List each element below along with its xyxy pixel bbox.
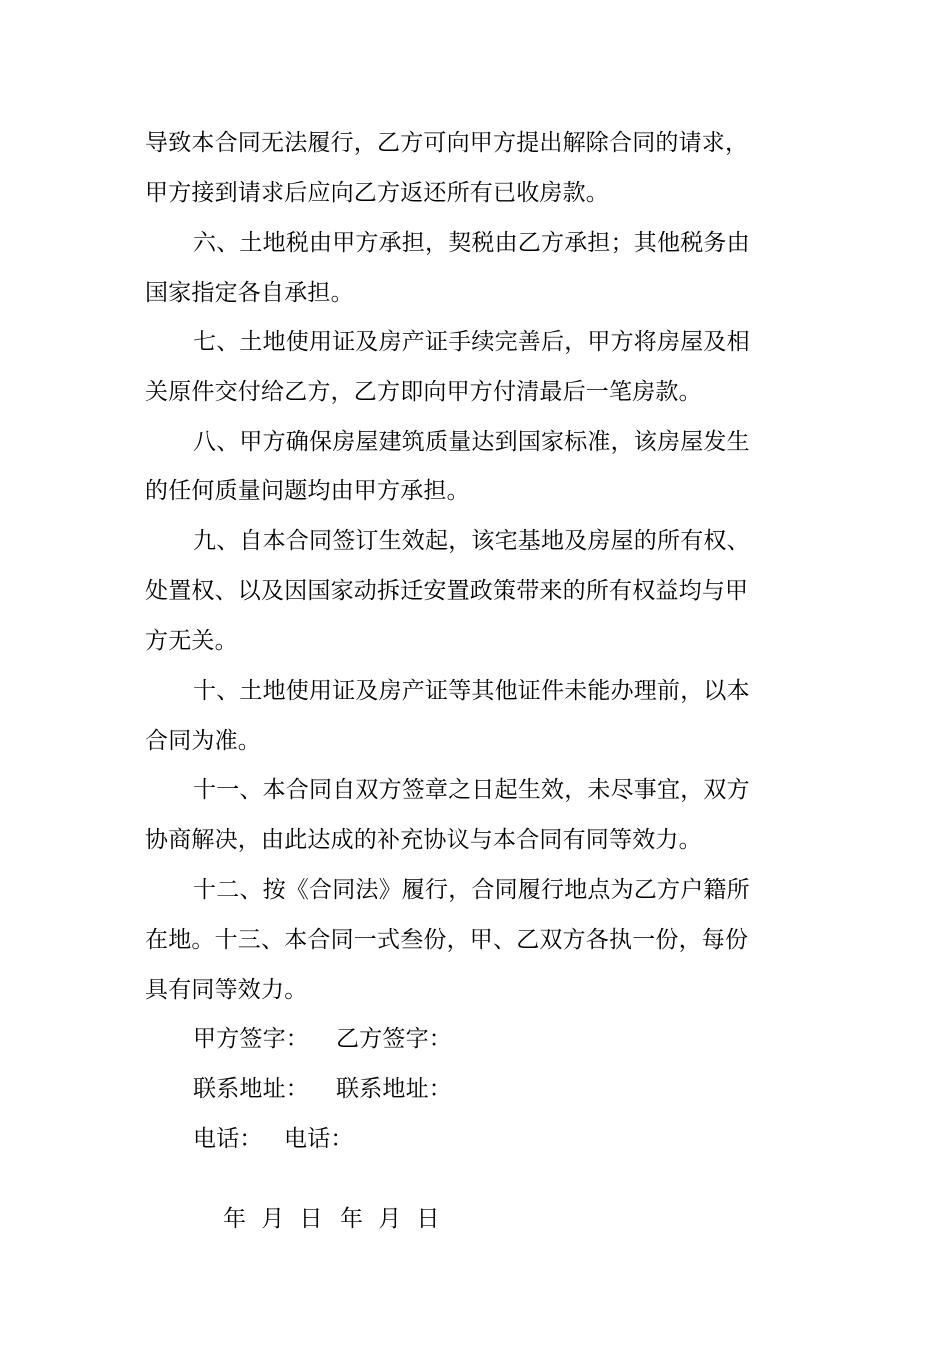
date-row [193,1174,440,1264]
party-b-phone-label: 电话： [284,1126,354,1152]
clause-11-line: 十一、本合同自双方签章之日起生效，未尽事宜，双方 [193,777,750,803]
clause-6-line: 六、土地税由甲方承担，契税由乙方承担；其他税务由 [193,230,750,256]
body-line: 国家指定各自承担。 [145,280,354,306]
party-a-date: 年 月 日 [223,1206,323,1232]
body-line: 方无关。 [145,628,238,654]
phone-row [193,1124,354,1154]
clause-10-line: 十、土地使用证及房产证等其他证件未能办理前，以本 [193,678,750,704]
body-line: 的任何质量问题均由甲方承担。 [145,478,470,504]
body-line: 具有同等效力。 [145,977,308,1003]
party-a-address-label: 联系地址： [193,1076,309,1102]
body-line: 处置权、以及因国家动拆迁安置政策带来的所有权益均与甲 [145,578,749,604]
body-line: 甲方接到请求后应向乙方返还所有已收房款。 [145,180,609,206]
party-b-date: 年 月 日 [340,1206,440,1232]
body-line: 协商解决，由此达成的补充协议与本合同有同等效力。 [145,827,702,853]
clause-9-line: 九、自本合同签订生效起，该宅基地及房屋的所有权、 [193,528,750,554]
party-a-phone-label: 电话： [193,1126,263,1152]
body-line: 关原件交付给乙方，乙方即向甲方付清最后一笔房款。 [145,379,702,405]
party-b-address-label: 联系地址： [336,1076,452,1102]
body-line: 导致本合同无法履行，乙方可向甲方提出解除合同的请求， [145,130,749,156]
party-a-signature-label: 甲方签字： [193,1026,309,1052]
body-line: 在地。十三、本合同一式叁份，甲、乙双方各执一份，每份 [145,927,749,953]
party-b-signature-label: 乙方签字： [336,1026,452,1052]
signature-row [193,1024,452,1054]
clause-12-line: 十二、按《合同法》履行，合同履行地点为乙方户籍所 [193,877,750,903]
clause-8-line: 八、甲方确保房屋建筑质量达到国家标准，该房屋发生 [193,429,750,455]
address-row [193,1074,452,1104]
clause-7-line: 七、土地使用证及房产证手续完善后，甲方将房屋及相 [193,329,750,355]
body-line: 合同为准。 [145,728,261,754]
